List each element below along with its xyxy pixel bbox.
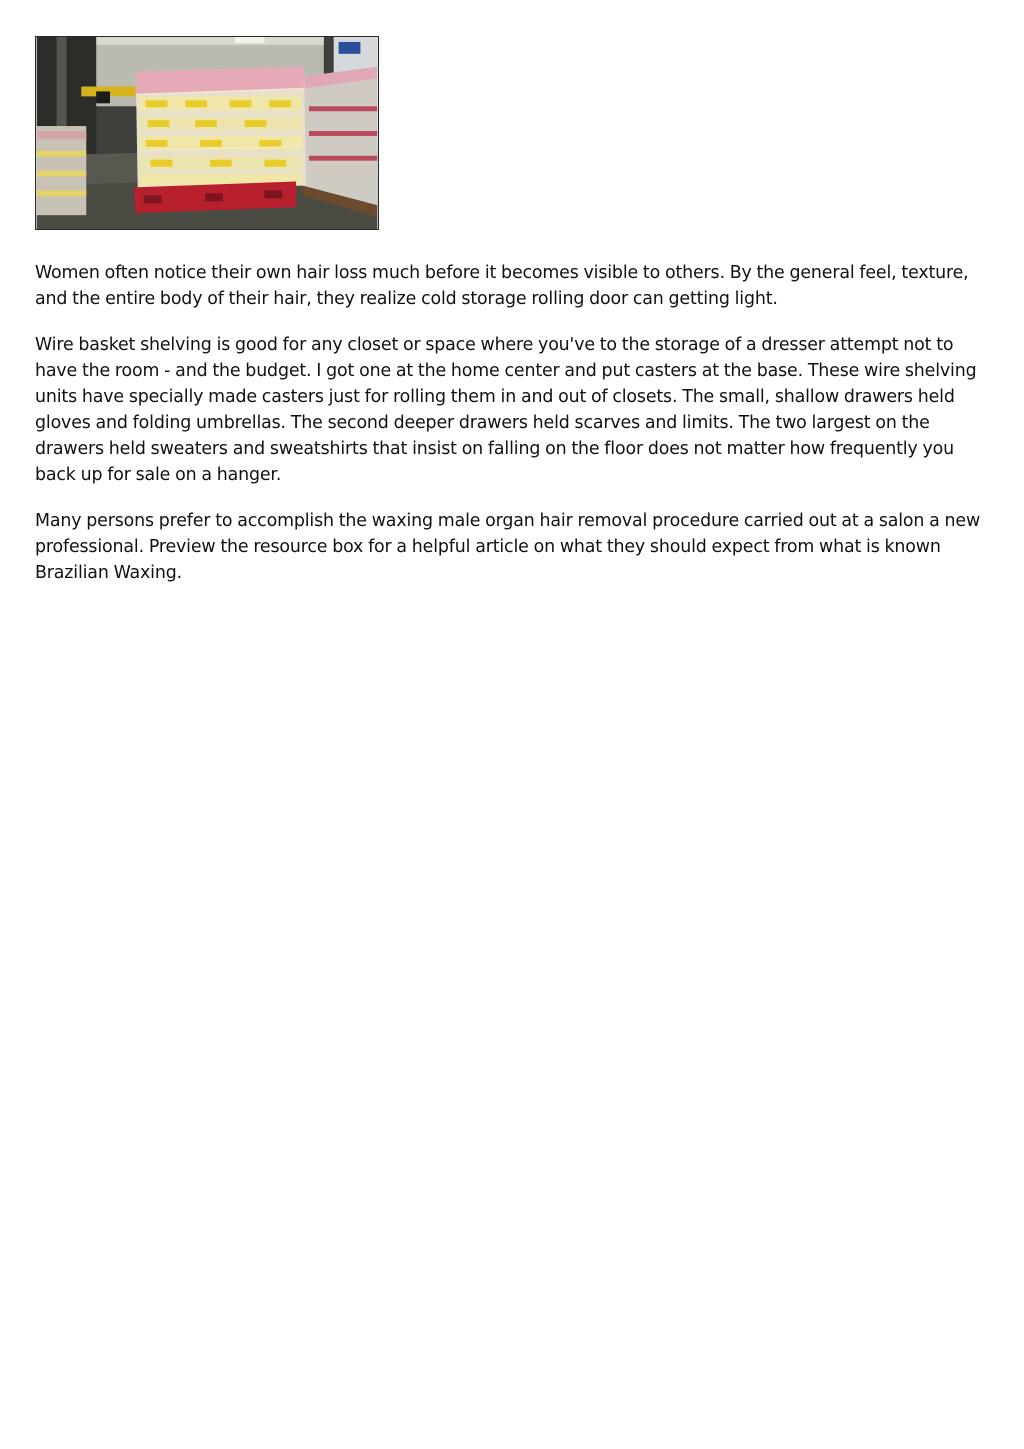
warehouse-photo-drawing bbox=[36, 37, 378, 229]
article-body bbox=[35, 260, 990, 586]
paragraph-3: Many persons prefer to accomplish the waxing male organ hair removal procedure carried out at a salon a new professional. Preview the resource box for a helpful article on what they should expect from what is known Brazilian Waxing. bbox=[35, 511, 981, 583]
warehouse-pallet-photo bbox=[35, 36, 379, 230]
paragraph-1: Women often notice their own hair loss much before it becomes visible to others. By the general feel, texture, and the entire body of their hair, they realize cold storage rolling door can getting light. bbox=[35, 263, 969, 309]
document-page bbox=[35, 36, 990, 606]
paragraph-2: Wire basket shelving is good for any closet or space where you've to the storage of a dresser attempt not to have the room - and the budget. I got one at the home center and put casters at the base. These wire shelving units have specially made casters just for rolling them in and out of closets. The small, shallow drawers held gloves and folding umbrellas. The second deeper drawers held scarves and limits. The two largest on the drawers held sweaters and sweatshirts that insist on falling on the floor does not matter how frequently you back up for sale on a hanger. bbox=[35, 335, 977, 485]
